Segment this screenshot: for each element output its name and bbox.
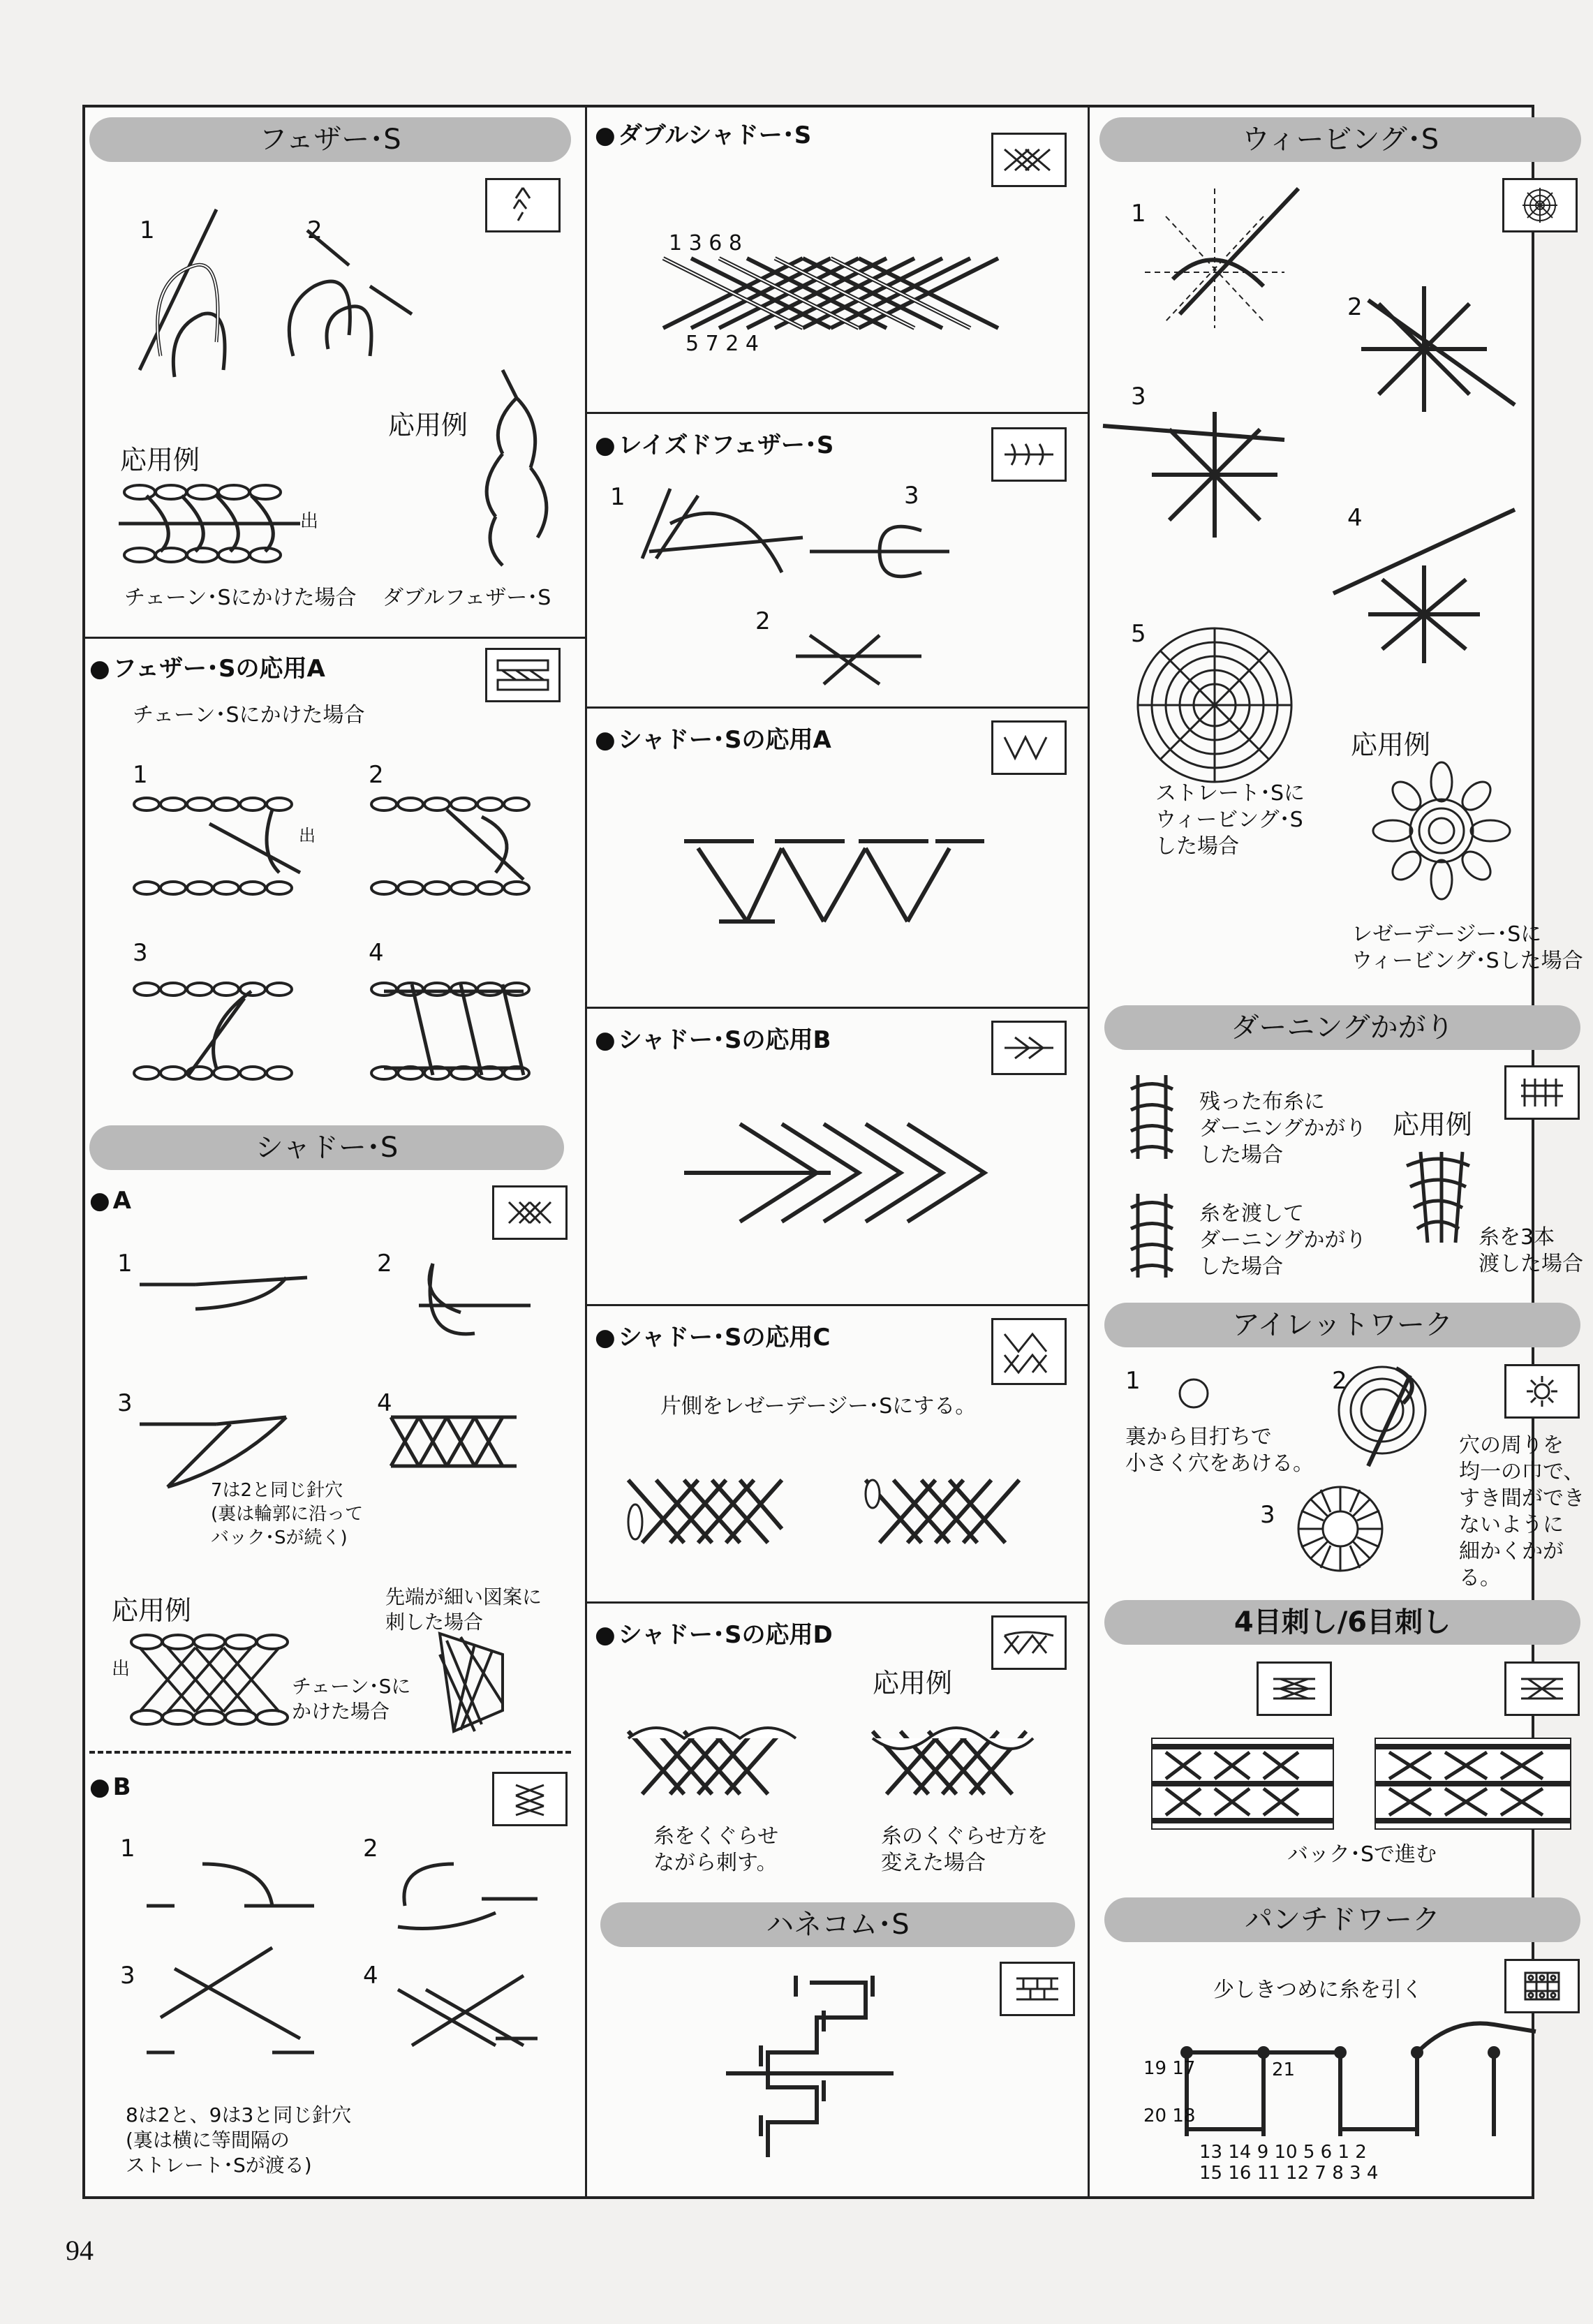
weaving-straight-caption: ストレート･Sに ウィービング･S した場合 <box>1155 781 1305 859</box>
shadow-a-icon <box>492 1185 568 1240</box>
feather-chain-example <box>119 475 328 572</box>
punch-bottom-nums: 13 14 9 10 5 6 1 2 15 16 11 12 7 8 3 4 <box>1199 2142 1379 2184</box>
feather-a-title: ● フェザー･Sの応用A <box>89 649 325 683</box>
eyelet-step-2: 2 <box>1332 1367 1347 1395</box>
eyelet-step-1: 1 <box>1125 1367 1141 1395</box>
feather-a-step-3: 3 <box>133 939 148 967</box>
feather-a-subtitle: チェーン･Sにかけた場合 <box>133 703 365 727</box>
raised-feather-diagram <box>628 475 1075 698</box>
weaving-step-1: 1 <box>1131 200 1146 228</box>
page-number: 94 <box>66 2235 94 2266</box>
eyelet-caption-1: 裏から目打ちで 小さく穴をあける。 <box>1125 1425 1314 1476</box>
raised-feather-step-1: 1 <box>610 483 625 511</box>
shadow-app-a-icon <box>991 720 1067 775</box>
weaving-example-label: 応用例 <box>1351 730 1431 760</box>
darning-example-label: 応用例 <box>1393 1109 1473 1140</box>
divider-raised-feather <box>585 412 1088 414</box>
feather-a-out-label: 出 <box>299 826 316 845</box>
shadow-b-icon <box>492 1772 568 1826</box>
shadow-app-c-icon <box>991 1318 1067 1385</box>
shadow-b-label: ● B <box>89 1773 131 1801</box>
shadow-a-step-2: 2 <box>377 1250 392 1278</box>
darning-icon <box>1504 1065 1580 1120</box>
shadow-app-d-caption-left: 糸をくぐらせ ながら刺す。 <box>653 1824 779 1875</box>
weaving-lazy-daisy-example <box>1375 754 1508 915</box>
darning-caption-2: 糸を渡して ダーニングかがり した場合 <box>1199 1201 1367 1279</box>
six-stitch-icon <box>1504 1661 1580 1716</box>
shadow-app-c-caption: 片側をレゼーデージー･Sにする。 <box>660 1394 977 1419</box>
feather-a-step-1: 1 <box>133 761 148 789</box>
weaving-step-5: 5 <box>1131 620 1146 648</box>
divider-feather-a <box>82 637 585 639</box>
feather-a-step-4: 4 <box>369 939 384 967</box>
eyelet-icon <box>1504 1364 1580 1419</box>
shadow-example-label: 応用例 <box>112 1595 192 1626</box>
shadow-out-label: 出 <box>112 1659 131 1680</box>
darning-caption-1: 残った布糸に ダーニングかがり した場合 <box>1199 1090 1367 1167</box>
double-shadow-nums-bottom: 5 7 2 4 <box>686 332 759 356</box>
shadow-a-step-1: 1 <box>117 1250 133 1278</box>
punch-diagram <box>1173 2018 1564 2143</box>
eyelet-title: アイレットワーク <box>1104 1303 1580 1347</box>
feather-a-step-2: 2 <box>369 761 384 789</box>
eyelet-caption-2: 穴の周りを 均一の巾で、 すき間ができ ないように 細かくかがる。 <box>1459 1433 1585 1590</box>
divider-shadow-d <box>585 1601 1088 1604</box>
punch-caption: 少しきつめに糸を引く <box>1213 1978 1423 2002</box>
shadow-thin-caption: 先端が細い図案に 刺した場合 <box>385 1585 542 1634</box>
feather-a-icon <box>485 648 561 702</box>
shadow-app-c-diagram <box>614 1466 1047 1557</box>
four-six-caption: バック･Sで進む <box>1287 1842 1437 1867</box>
honeycomb-title: ハネコム･S <box>600 1902 1075 1947</box>
shadow-a-step-3: 3 <box>117 1389 133 1417</box>
double-shadow-diagram <box>649 251 1026 335</box>
shadow-app-a-title: ● シャドー･Sの応用A <box>595 720 831 755</box>
divider-shadow-a <box>585 706 1088 709</box>
darning-caption-3: 糸を3本 渡した場合 <box>1479 1225 1583 1276</box>
shadow-a-step-4: 4 <box>377 1389 392 1417</box>
feather-out-label: 出 <box>300 511 319 532</box>
column-divider-1 <box>585 105 587 2199</box>
four-six-title: 4目刺し/6目刺し <box>1104 1600 1580 1645</box>
darning-title: ダーニングかがり <box>1104 1005 1580 1050</box>
honeycomb-diagram <box>726 1969 935 2171</box>
punch-num-21: 21 <box>1272 2059 1296 2080</box>
raised-feather-step-2: 2 <box>755 607 771 635</box>
divider-shadow-c <box>585 1304 1088 1306</box>
feather-step-2: 2 <box>307 216 323 244</box>
feather-example-label: 応用例 <box>120 445 200 475</box>
feather-example-label-2: 応用例 <box>388 410 468 441</box>
shadow-app-b-icon <box>991 1021 1067 1075</box>
weaving-title: ウィービング･S <box>1099 117 1581 162</box>
feather-step-1: 1 <box>140 216 155 244</box>
shadow-b-step-2: 2 <box>363 1835 378 1863</box>
weaving-lazy-daisy-caption: レゼーデージー･Sに ウィービング･Sした場合 <box>1351 922 1583 973</box>
column-divider-2 <box>1088 105 1090 2199</box>
shadow-app-d-icon <box>991 1615 1067 1670</box>
shadow-chain-caption: チェーン･Sに かけた場合 <box>292 1675 411 1723</box>
shadow-b-step-1: 1 <box>120 1835 135 1863</box>
raised-feather-icon <box>991 427 1067 482</box>
double-shadow-icon <box>991 133 1067 187</box>
feather-icon <box>485 178 561 232</box>
shadow-stitch-title: シャドー･S <box>89 1125 564 1170</box>
shadow-a-label: ● A <box>89 1187 131 1215</box>
feather-diagram <box>119 202 440 398</box>
shadow-ab-divider <box>89 1751 571 1754</box>
weaving-step-3: 3 <box>1131 383 1146 410</box>
shadow-app-d-diagram <box>614 1710 1061 1808</box>
divider-shadow-b <box>585 1007 1088 1009</box>
feather-a-diagrams <box>133 796 551 1089</box>
darning-example-diagram <box>1400 1145 1476 1250</box>
honeycomb-icon <box>1000 1962 1075 2016</box>
shadow-app-c-title: ● シャドー･Sの応用C <box>595 1318 830 1352</box>
punch-icon <box>1504 1959 1580 2013</box>
double-feather-diagram <box>461 363 565 572</box>
shadow-app-d-caption-right: 糸のくぐらせ方を 変えた場合 <box>881 1824 1049 1875</box>
double-shadow-title: ● ダブルシャドー･S <box>595 116 811 150</box>
shadow-b-note: 8は2と、9は3と同じ針穴 (裏は横に等間隔の ストレート･Sが渡る) <box>126 2103 352 2177</box>
double-feather-caption: ダブルフェザー･S <box>383 586 551 610</box>
punch-title: パンチドワーク <box>1104 1897 1580 1942</box>
shadow-app-d-title: ● シャドー･Sの応用D <box>595 1615 833 1650</box>
shadow-app-b-title: ● シャドー･Sの応用B <box>595 1021 831 1055</box>
raised-feather-title: ● レイズドフェザー･S <box>595 426 833 460</box>
raised-feather-step-3: 3 <box>904 482 919 510</box>
weaving-step-2: 2 <box>1347 293 1363 321</box>
shadow-b-step-4: 4 <box>363 1962 378 1990</box>
shadow-b-diagrams <box>133 1850 551 2080</box>
shadow-b-step-3: 3 <box>120 1962 135 1990</box>
shadow-app-b-diagram <box>677 1117 998 1229</box>
eyelet-step-3: 3 <box>1260 1501 1275 1529</box>
feather-stitch-title: フェザー･S <box>89 117 571 162</box>
weaving-diagrams <box>1103 175 1550 705</box>
punch-left-nums: 19 17 20 18 <box>1143 2058 1196 2126</box>
four-six-diagrams <box>1152 1738 1571 1829</box>
darning-diagrams-left <box>1117 1068 1194 1278</box>
double-shadow-nums-top: 1 3 6 8 <box>669 231 742 256</box>
shadow-a-note: 7は2と同じ針穴 (裏は輪郭に沿って バック･Sが続く) <box>211 1480 364 1548</box>
shadow-app-a-diagram <box>670 831 991 928</box>
weaving-step-4: 4 <box>1347 504 1363 532</box>
shadow-app-d-example-label: 応用例 <box>873 1668 953 1698</box>
four-stitch-icon <box>1257 1661 1332 1716</box>
feather-chain-caption: チェーン･Sにかけた場合 <box>124 586 357 610</box>
